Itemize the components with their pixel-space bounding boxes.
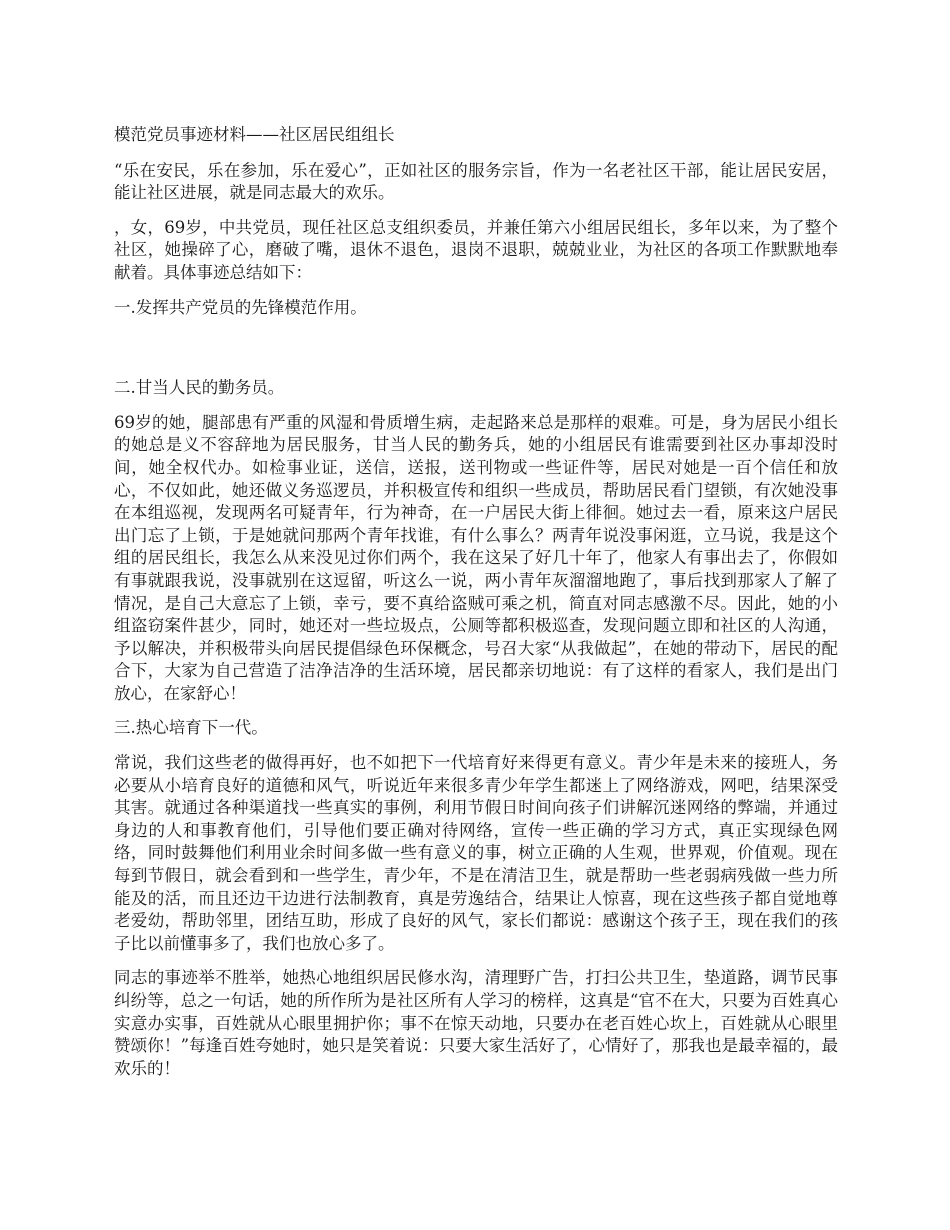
section-heading-1: 一.发挥共产党员的先锋模范作用。 — [114, 297, 367, 317]
section-heading-3: 三.热心培育下一代。 — [114, 718, 268, 738]
closing-paragraph: 同志的事迹举不胜举，她热心地组织居民修水沟，清理野广告，打扫公共卫生，垫道路，调节民事纠纷等，总之一句话，她的所作所为是社区所有人学习的榜样，这真是“官不在大，只要为百姓真心实意办实事，百姓就从心眼里拥护你；事不在惊天动地，只要办在老百姓心坎上，百姓就从心眼里赞颂你！”每逢百姓夸她时，她只是笑着说：只要大家生活好了，心情好了，那我也是最幸福的，最欢乐的！ — [114, 968, 838, 1078]
document-title: 模范党员事迹材料——社区居民组组长 — [114, 125, 395, 144]
section-2-paragraph: 69岁的她，腿部患有严重的风湿和骨质增生病，走起路来总是那样的艰难。可是，身为居民小组长的她总是义不容辞地为居民服务，甘当人民的勤务兵，她的小组居民有谁需要到社区办事却没时间，她全权代办。如检事业证，送信，送报，送刊物或一些证件等，居民对她是一百个信任和放心，不仅如此，她还做义务巡逻员，并积极宣传和组织一些成员，帮助居民看门望锁，有次她没事在本组巡视，发现两名可疑青年，行为神奇，在一户居民大街上徘徊。她过去一看，原来这户居民出门忘了上锁，于是她就问那两个青年找谁，有什么事么？两青年说没事闲逛，立马说，我是这个组的居民组长，我怎么从来没见过你们两个，我在这呆了好几十年了，他家人有事出去了，你假如有事就跟我说，没事就别在这逗留，听这么一说，两小青年灰溜溜地跑了，事后找到那家人了解了情况，是自己大意忘了上锁，幸亏，要不真给盗贼可乘之机，简直对同志感激不尽。因此，她的小组盗窃案件甚少，同时，她还对一些垃圾点，公厕等都积极巡查，发现问题立即和社区的人沟通，予以解决，并积极带头向居民提倡绿色环保概念，号召大家“从我做起”，在她的带动下，居民的配合下，大家为自己营造了洁净洁净的生活环境，居民都亲切地说：有了这样的看家人，我们是出门放心，在家舒心！ — [114, 412, 838, 703]
document-page — [114, 124, 838, 1092]
profile-paragraph: ，女，69岁，中共党员，现任社区总支组织委员，并兼任第六小组居民组长，多年以来，为了整个社区，她操碎了心，磨破了嘴，退休不退色，退岗不退职，兢兢业业，为社区的各项工作默默地奉献着。具体事迹总结如下： — [114, 217, 838, 282]
section-3-paragraph: 常说，我们这些老的做得再好，也不如把下一代培育好来得更有意义。青少年是未来的接班人，务必要从小培育良好的道德和风气，听说近年来很多青少年学生都迷上了网络游戏，网吧，结果深受其害。就通过各种渠道找一些真实的事例，利用节假日时间向孩子们讲解沉迷网络的弊端，并通过身边的人和事教育他们，引导他们要正确对待网络，宣传一些正确的学习方式，真正实现绿色网络，同时鼓舞他们利用业余时间多做一些有意义的事，树立正确的人生观，世界观，价值观。现在每到节假日，就会看到和一些学生，青少年，不是在清洁卫生，就是帮助一些老弱病残做一些力所能及的活，而且还边干边进行法制教育，真是劳逸结合，结果让人惊喜，现在这些孩子都自觉地尊老爱幼，帮助邻里，团结互助，形成了良好的风气，家长们都说：感谢这个孩子王，现在我们的孩子比以前懂事多了，我们也放心多了。 — [114, 753, 838, 953]
intro-paragraph: “乐在安民，乐在参加，乐在爱心”，正如社区的服务宗旨，作为一名老社区干部，能让居民安居，能让社区进展，就是同志最大的欢乐。 — [114, 160, 838, 203]
section-heading-2: 二.甘当人民的勤务员。 — [114, 378, 285, 398]
